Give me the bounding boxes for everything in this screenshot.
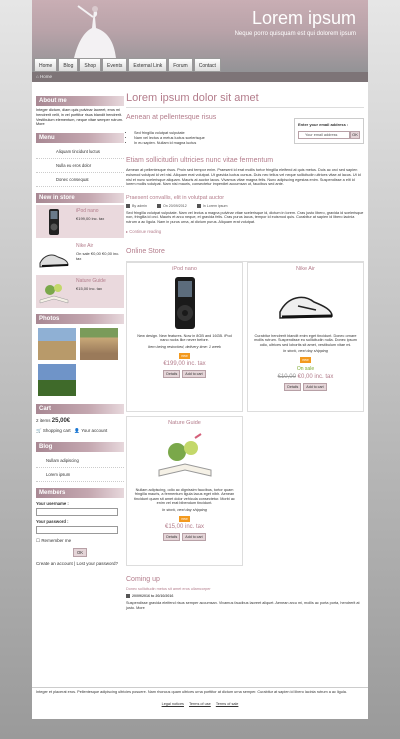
details-button[interactable]: Details: [163, 533, 180, 541]
cart-count: 2 items: [36, 418, 51, 424]
continue-reading-label[interactable]: Continue reading: [129, 228, 162, 234]
newsletter-box: [294, 118, 364, 144]
new-badge: new: [181, 516, 188, 521]
site-subtitle: Neque porro quisquam est qui dolorem ipsum: [234, 31, 356, 37]
post-author[interactable]: By admin: [132, 203, 147, 208]
new-badge: new: [302, 358, 309, 363]
shoe-thumbnail: [38, 243, 70, 271]
photos-title: Photos: [36, 314, 124, 324]
calendar-icon: [126, 594, 130, 598]
menu-title: Menu: [36, 133, 124, 143]
about-box: [36, 96, 124, 127]
password-label: Your password :: [36, 519, 69, 525]
post-date: On 20/09/2012: [162, 203, 187, 208]
cart-box: [36, 404, 124, 436]
post-meta: [126, 204, 364, 208]
store-item-name[interactable]: Nike Air: [76, 243, 94, 250]
nav-events[interactable]: Events: [102, 58, 127, 72]
old-price: €10,00: [277, 374, 296, 381]
store-item-price: €199,00 inc. tax: [76, 216, 105, 222]
remember-checkbox[interactable]: ☐: [36, 538, 41, 544]
nav-shop[interactable]: Shop: [79, 58, 101, 72]
password-input[interactable]: [36, 526, 118, 534]
sale-price: €0,00 inc. tax: [297, 374, 334, 381]
bullet-item: • Sed fringilla volutpat vulputate: [134, 131, 364, 136]
user-icon[interactable]: 👤: [74, 428, 81, 434]
continue-reading-link[interactable]: ▸ Continue reading: [126, 228, 162, 234]
product-price: €199,00 inc. tax: [163, 360, 206, 367]
event-title[interactable]: Donec sollicitudin metus sit amet eros ullamcorper: [126, 586, 211, 591]
footer-text: Integer et placerat eros. Pellentesque adipiscing ultricies posuere. Nam rhoncus quam ultrices urna porttitor at dictum urna semper. Curabitur at sapien id libero lacinia rutrum a ac ligula.: [36, 690, 347, 694]
about-title: About me: [36, 96, 124, 106]
add-to-cart-button[interactable]: Add to cart: [303, 383, 326, 391]
calendar-icon: [157, 204, 161, 208]
product-stock: Item being restocked, delivery time: 1 week: [148, 344, 221, 349]
product-card-ipod: [126, 262, 243, 412]
ipod-image[interactable]: [155, 276, 215, 330]
bullet-item: • In eu sapien. Nullam id magna luctus: [134, 141, 364, 146]
book-image[interactable]: [155, 430, 215, 484]
event-date: 20/09/2016 to 20/10/2016: [132, 594, 174, 599]
product-price: [248, 374, 363, 380]
footer-link-legal[interactable]: Legal notices: [161, 701, 184, 706]
main-nav: [34, 58, 222, 72]
intro-paragraph: Aenean at pellentesque risus. Proin sed tempor enim. Praesent id erat mollis tortor fringilla eleifend at quis metus. Duis ac orci sed sapien euismod volutpat id vel nisl. Aliquam erat volutpat. Ut gravida luctus cursus. Duis nec tellus vel neque sollicitudin ultrices vitae at lacus. Ut id nisl et nunc scelerisque aliquam. Mauris at auctor lacus. Vivamus vitae magna felis. Nunc adipiscing egestas enim. Suspendisse a elit id lorem mollis volutpat. Nam nisi mauris, consectetur imperdiet accumsan ut, faucibus sed ante.: [126, 168, 361, 187]
photo-thumbnail[interactable]: [38, 364, 76, 396]
account-links[interactable]: Create an account | Lost your password?: [36, 561, 118, 567]
site-title[interactable]: Lorem ipsum: [251, 8, 356, 28]
store-item-nike[interactable]: [36, 240, 124, 273]
breadcrumb: [32, 72, 368, 82]
post-title[interactable]: Praesent convallis, elit in volutpat auctor: [126, 194, 225, 201]
nav-forum[interactable]: Forum: [168, 58, 192, 72]
shopping-cart-link[interactable]: Shopping cart: [42, 428, 71, 434]
about-text: Integer dictum, diam quis pulvinar laoreet, eros mi hendrerit velit, in vel porttitor risus blandit hendrerit. Vestibulum elementum, neque vitae semper rutrum. More: [36, 108, 123, 127]
sidebar: [36, 96, 124, 574]
username-input[interactable]: [36, 508, 118, 516]
details-button[interactable]: Details: [284, 383, 301, 391]
shoe-image[interactable]: [276, 276, 336, 330]
photo-thumbnail[interactable]: [80, 328, 118, 360]
online-store-title: Online Store: [126, 247, 165, 255]
menu-item[interactable]: Nulla eu eros dolor: [36, 159, 124, 173]
product-grid: [126, 261, 364, 566]
product-description: New design. New features. Now in 8GB and 16GB. iPod nano rocks like never before.: [137, 333, 232, 343]
store-item-name[interactable]: iPod nano: [76, 208, 99, 215]
menu-box: [36, 133, 124, 187]
post-excerpt: Sed fringilla volutpat vulputate. Nam vel lectus a magna pulvinar vitae scelerisque id, dictum in lorem. Cras justo libero, gravida id scelerisque non, fringilla id orci. Mauris et arcu neque, et gravida felis. Cras purus lacus, tempor id euismod quis. Curabitur at sapien id libero lacinia rutrum a ac ligula. Nam in purus urna, at dictum purus. Aliquam erat volutpat.: [126, 210, 364, 224]
user-icon: [126, 204, 130, 208]
product-card-nike: [247, 262, 364, 412]
book-thumbnail: [38, 278, 70, 306]
dancer-image: [68, 2, 120, 64]
product-price: €15,00 inc. tax: [164, 523, 205, 530]
product-stock: In stock, next day shipping: [283, 349, 328, 354]
nav-home[interactable]: Home: [34, 58, 57, 72]
newsletter-ok-button[interactable]: OK: [350, 131, 360, 139]
nav-contact[interactable]: Contact: [194, 58, 221, 72]
add-to-cart-button[interactable]: Add to cart: [182, 533, 205, 541]
username-label: Your username :: [36, 501, 69, 507]
on-sale-label: On sale: [296, 366, 315, 373]
home-icon[interactable]: ⌂: [36, 74, 40, 79]
nav-external-link[interactable]: External Link: [128, 58, 167, 72]
bullet-item: • Nam vel lectus a metus luctus scelerisque: [134, 136, 364, 141]
site-header: [32, 0, 368, 76]
cart-total: 25,00€: [51, 418, 71, 425]
breadcrumb-home[interactable]: Home: [39, 74, 52, 79]
footer-link-terms-use[interactable]: Terms of use: [189, 701, 211, 706]
page-title: Lorem ipsum dolor sit amet: [126, 92, 364, 108]
members-title: Members: [36, 488, 124, 498]
store-box: [36, 193, 124, 308]
ipod-thumbnail: [38, 208, 70, 236]
blog-title: Blog: [36, 442, 124, 452]
cart-title: Cart: [36, 404, 124, 414]
section-heading: Etiam sollicitudin ultricies nunc vitae fermentum: [126, 157, 274, 165]
account-link[interactable]: Your account: [81, 428, 108, 434]
main-content: [126, 92, 364, 610]
post-category[interactable]: In Lorem ipsum: [202, 203, 228, 208]
store-item-nature[interactable]: [36, 275, 124, 308]
store-title: New in store: [36, 193, 124, 203]
menu-item[interactable]: Donec consequat: [36, 173, 124, 187]
product-name[interactable]: Nature Guide: [168, 419, 201, 426]
store-item-price: On sale €0,00 €0,00 inc. tax: [76, 251, 120, 262]
newsletter-title: Enter your email address :: [298, 122, 349, 127]
product-name[interactable]: Nike Air: [296, 265, 315, 272]
coming-up-title: Coming up: [126, 575, 160, 583]
blog-box: [36, 442, 124, 482]
photo-thumbnail[interactable]: [38, 328, 76, 360]
product-card-nature: [126, 416, 243, 566]
product-name[interactable]: iPod nano: [172, 265, 197, 272]
footer-link-terms-sale[interactable]: Terms of sale: [215, 701, 239, 706]
site-footer: [32, 687, 368, 719]
add-to-cart-button[interactable]: Add to cart: [182, 370, 205, 378]
newsletter-email-input[interactable]: Your email address: [298, 131, 350, 139]
details-button[interactable]: Details: [163, 370, 180, 378]
new-badge: new: [181, 353, 188, 358]
nav-blog[interactable]: Blog: [58, 58, 78, 72]
store-item-name[interactable]: Nature Guide: [76, 278, 106, 285]
login-button[interactable]: OK: [73, 548, 87, 557]
section-heading: Aenean at pellentesque risus: [126, 114, 217, 121]
folder-icon: [197, 204, 201, 208]
remember-label: Remember me: [41, 538, 72, 544]
members-box: [36, 488, 124, 568]
cart-icon[interactable]: 🛒: [36, 428, 42, 434]
product-description: Curabitur hendrerit blandit enim eget tincidunt. Donec ornare mollis rutrum. Suspendisse eu sollicitudin nulla. Donec ipsum odio, ultrices sed lobortis sit amet, vestibulum vitae mi.: [254, 333, 357, 347]
store-item-price: €15,00 inc. tax: [76, 286, 103, 292]
store-item-ipod[interactable]: [36, 205, 124, 238]
product-description: Nullam adipiscing, odio ac dignissim faucibus, tortor quam fringilla mauris, a fermentum ligula lacus eget nibh. Aenean tincidunt quam sit amet dolor vehicula consectetur. Morbi ac enim vel erat bibendum tincidunt.: [134, 487, 235, 506]
blog-item[interactable]: Nullam adipiscing: [36, 454, 124, 468]
event-text: Suspendisse gravida eleifend risus semper accumsan. Vivamus faucibus laoreet aliquet. Aenean arcu mi, mollis ac porta porta, hendrerit at justo. More: [126, 601, 360, 610]
menu-item[interactable]: Aliquam tincidunt luctus: [36, 145, 124, 159]
page-wrapper: [32, 0, 368, 719]
product-stock: In stock, next day shipping: [162, 507, 207, 512]
blog-item[interactable]: Lorem ipsum: [36, 468, 124, 482]
photos-box: [36, 314, 124, 398]
